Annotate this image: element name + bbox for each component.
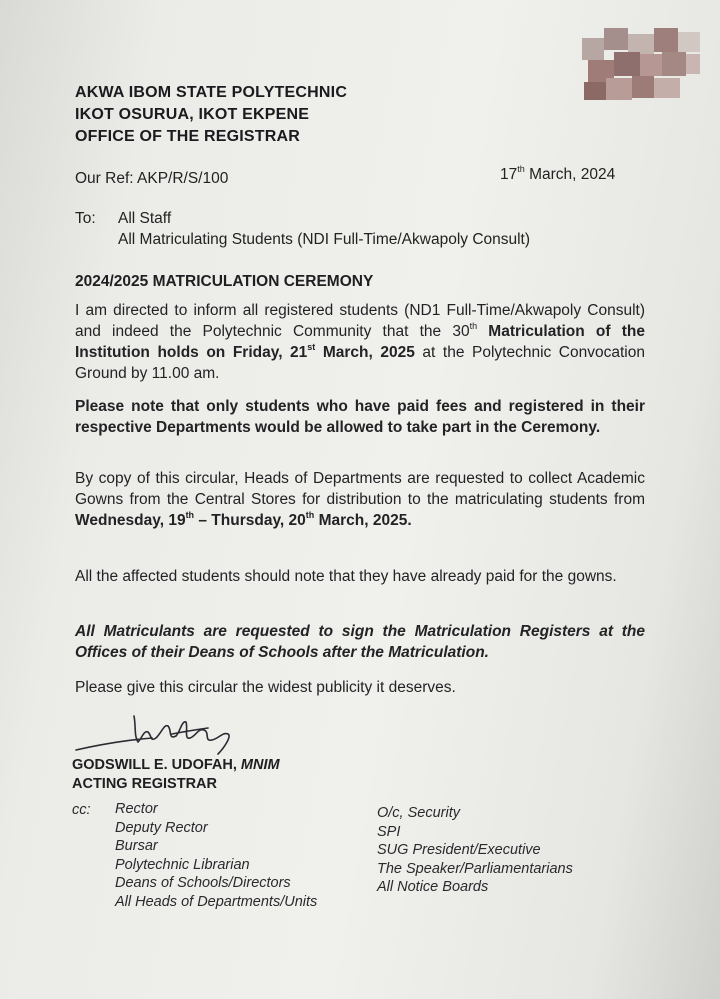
cc-label: cc:	[72, 802, 91, 818]
to-label: To:	[75, 210, 96, 227]
cc-recipient: O/c, Security	[377, 805, 460, 821]
cc-recipient: All Heads of Departments/Units	[115, 893, 318, 910]
signatory-position: ACTING REGISTRAR	[72, 776, 217, 792]
signature-image	[72, 708, 252, 758]
cc-recipient: Polytechnic Librarian	[115, 856, 250, 873]
office-name: OFFICE OF THE REGISTRAR	[75, 128, 301, 145]
cc-recipient: Bursar	[115, 838, 158, 854]
paragraph-gowns-collection: By copy of this circular, Heads of Departments are requested to collect Academic Gowns from the Central Stores for distribution to the matriculating students from Wednesday, 19th – Thursday, 20th March, 2025.	[75, 470, 645, 529]
paragraph-announcement: I am directed to inform all registered students (ND1 Full-Time/Akwapoly Consult) and indeed the Polytechnic Community that the 30th Matriculation of the Institution holds on Friday, 21st March, 2025 at the Polytechnic Convocation Ground by 11.00 am.	[75, 302, 645, 382]
addressee-staff: All Staff	[118, 210, 172, 227]
signatory-name: GODSWILL E. UDOFAH, MNIM	[72, 757, 280, 773]
cc-list-left	[115, 800, 317, 911]
cc-recipient: All Notice Boards	[377, 879, 489, 895]
cc-recipient: Deans of Schools/Directors	[115, 875, 291, 891]
redacted-area	[582, 28, 700, 102]
reference-number: Our Ref: AKP/R/S/100	[75, 170, 229, 187]
paragraph-publicity: Please give this circular the widest publicity it deserves.	[75, 679, 456, 696]
cc-recipient: Deputy Rector	[115, 819, 208, 836]
institution-name: AKWA IBOM STATE POLYTECHNIC	[75, 84, 348, 101]
cc-recipient: SUG President/Executive	[377, 842, 541, 858]
letter-date: 17th March, 2024	[500, 164, 616, 183]
cc-recipient: SPI	[377, 823, 401, 840]
paragraph-gowns-paid: All the affected students should note that they have already paid for the gowns.	[75, 568, 617, 585]
paragraph-eligibility-note: Please note that only students who have paid fees and registered in their respective Departments would be allowed to take part in the Ceremony.	[75, 398, 645, 436]
addressee-students: All Matriculating Students (NDI Full-Time/Akwapoly Consult)	[118, 231, 531, 248]
cc-list-right	[377, 804, 573, 897]
institution-address: IKOT OSURUA, IKOT EKPENE	[75, 106, 310, 123]
cc-recipient: The Speaker/Parliamentarians	[377, 860, 573, 877]
subject-heading: 2024/2025 MATRICULATION CEREMONY	[75, 273, 374, 290]
cc-recipient: Rector	[115, 801, 158, 817]
paragraph-sign-registers: All Matriculants are requested to sign the Matriculation Registers at the Offices of their Deans of Schools after the Matriculation.	[75, 623, 645, 661]
